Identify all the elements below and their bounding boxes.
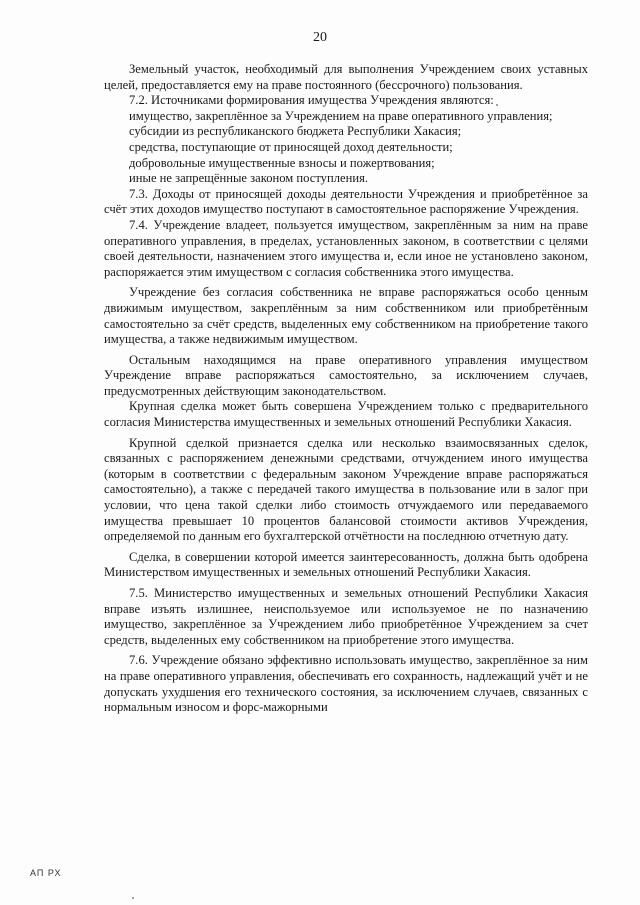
- paragraph-land-plot: Земельный участок, необходимый для выполнения Учреждением своих уставных целей, предоставляется ему на праве постоянного (бессрочного) пользования.: [104, 62, 588, 92]
- paragraph-interested-deal: Сделка, в совершении которой имеется заинтересованность, должна быть одобрена Министерством имущественных и земельных отношений Республики Хакасия.: [104, 549, 588, 580]
- list-item-other-receipts: иные не запрещённые законом поступления.: [129, 171, 369, 186]
- paragraph-7-3: 7.3. Доходы от приносящей доходы деятельности Учреждения и приобретённое за счёт этих доходов имущество поступают в самостоятельное распоряжение Учреждения.: [104, 186, 588, 217]
- page-number: 20: [313, 30, 327, 45]
- paragraph-7-5: 7.5. Министерство имущественных и земельных отношений Республики Хакасия вправе изъять излишнее, неиспользуемое или используемое не по назначению имущество, закреплённое за Учреждением либо приобретённое Учреждением за счет средств, выделенных ему собственником на приобретение этого имущества.: [104, 586, 588, 647]
- paragraph-7-2-heading: 7.2. Источниками формирования имущества Учреждения являются:: [129, 93, 494, 108]
- scan-speck: [132, 897, 134, 899]
- paragraph-7-4: 7.4. Учреждение владеет, пользуется имуществом, закреплённым за ним на праве оперативного управления, в пределах, установленных законом, в соответствии с целями своей деятельности, назначением этого имущества и, если иное не установлено законом, распоряжается этим имуществом с согласия собственника этого имущества.: [104, 217, 588, 279]
- footer-stamp-mark: АП РХ: [30, 868, 62, 878]
- scan-speck: [496, 104, 498, 106]
- list-item-property: имущество, закреплённое за Учреждением на праве оперативного управления;: [129, 108, 553, 123]
- list-item-subsidies: субсидии из республиканского бюджета Республики Хакасия;: [129, 124, 462, 139]
- list-item-income-funds: средства, поступающие от приносящей доход деятельности;: [129, 139, 453, 154]
- paragraph-major-deal: Крупная сделка может быть совершена Учреждением только с предварительного согласия Министерства имущественных и земельных отношений Республики Хакасия.: [104, 399, 588, 430]
- paragraph-7-6: 7.6. Учреждение обязано эффективно использовать имущество, закреплённое за ним на праве оперативного управления, обеспечивать его сохранность, надлежащий учёт и не допускать ухудшения его технического состояния, за исключением случаев, связанных с нормальным износом и форс-мажорными: [104, 653, 588, 715]
- paragraph-valuable-property: Учреждение без согласия собственника не вправе распоряжаться особо ценным движимым имуществом, закреплённым за ним собственником или приобретённым самостоятельно за счёт средств, выделенных ему собственником на приобретение такого имущества, а также недвижимым имуществом.: [104, 285, 588, 347]
- paragraph-major-deal-definition: Крупной сделкой признается сделка или несколько взаимосвязанных сделок, связанных с распоряжением денежными средствами, отчуждением иного имущества (которым в соответствии с федеральным законом Учреждение вправе распоряжаться самостоятельно), а также с передачей такого имущества в пользование или в залог при условии, что цена такой сделки либо стоимость отчуждаемого или передаваемого имущества превышает 10 процентов балансовой стоимости активов Учреждения, определяемой по данным его бухгалтерской отчётности на последнюю отчетную дату.: [104, 435, 588, 544]
- list-item-donations: добровольные имущественные взносы и пожертвования;: [129, 155, 435, 170]
- paragraph-other-property: Остальным находящимся на праве оперативного управления имуществом Учреждение вправе распоряжаться самостоятельно, за исключением случаев, предусмотренных действующим законодательством.: [104, 352, 588, 398]
- document-body: [104, 62, 588, 716]
